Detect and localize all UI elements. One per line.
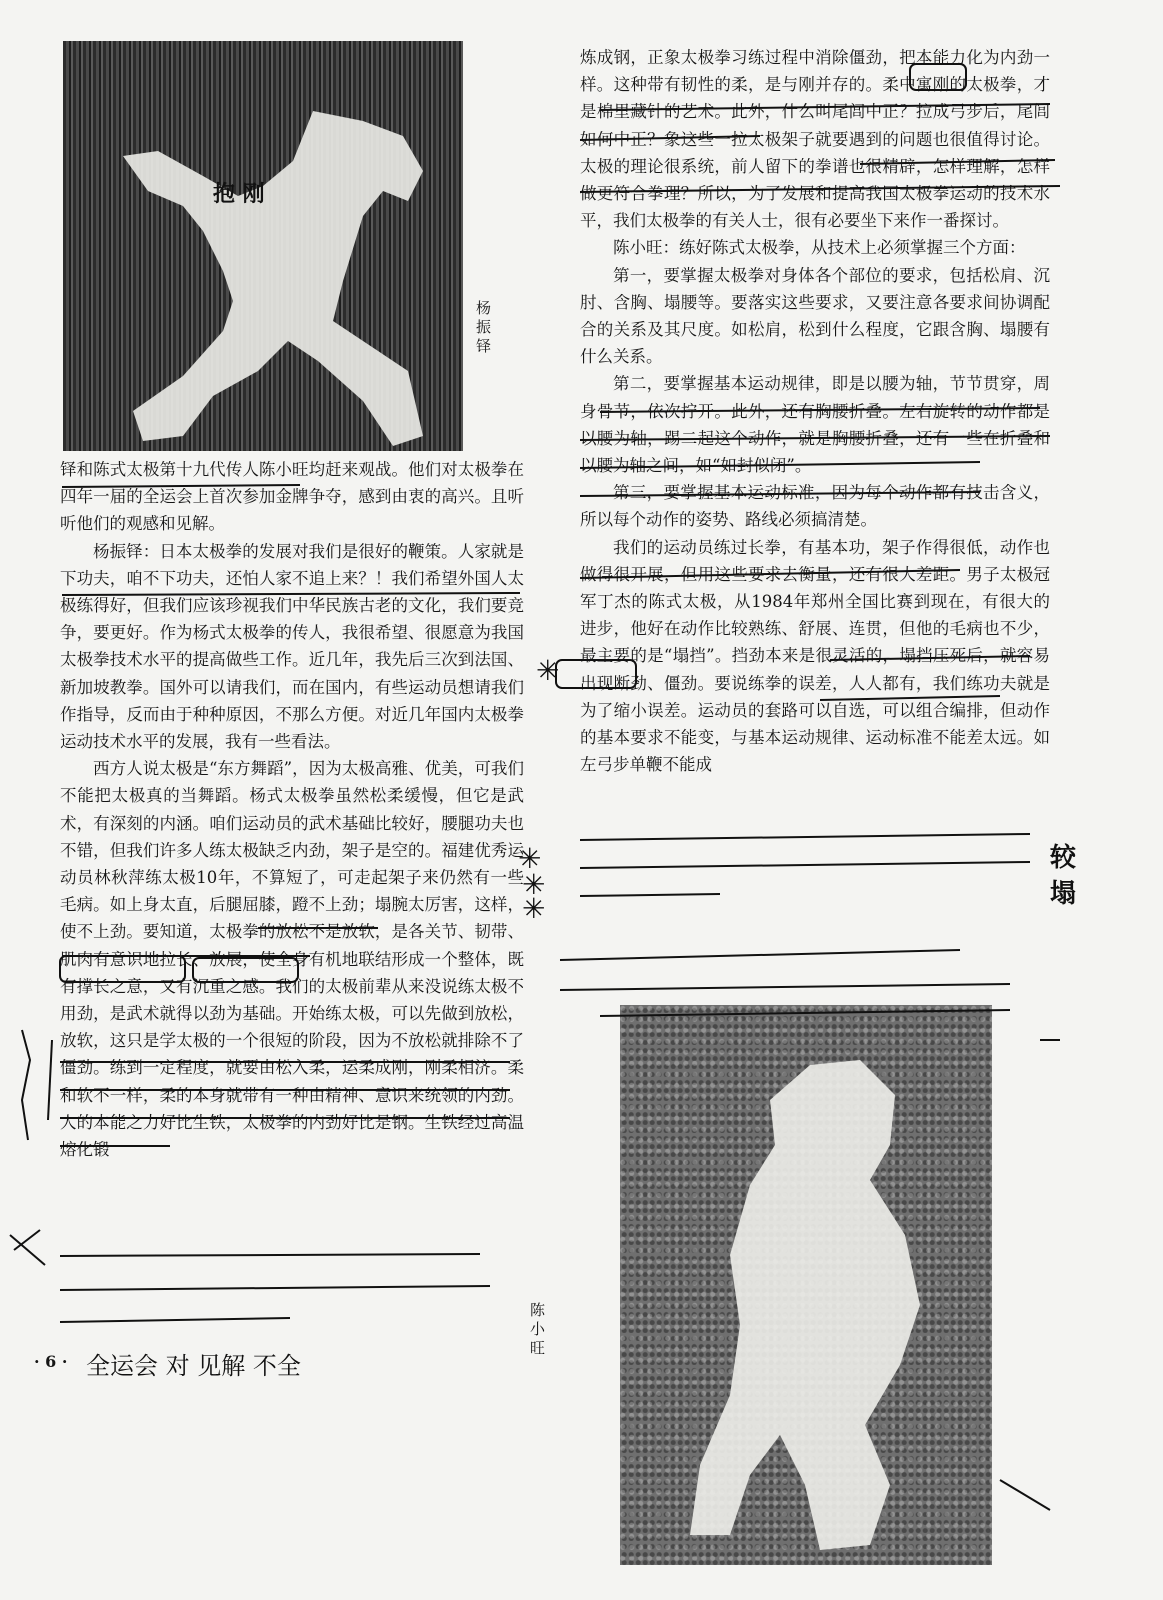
photo2-caption: 陈小旺 — [528, 1302, 546, 1359]
page-number: · 6 · — [34, 1352, 68, 1371]
margin-handwriting: 较 塌 — [1050, 843, 1077, 909]
asterisk-mark-1: ✳ — [536, 654, 560, 687]
right-paragraph-second: 第二，要掌握基本运动规律，即是以腰为轴，节节贯穿，周身骨节，依次拧开。此外，还有胸腰折叠。左右旋转的动作都是以腰为轴，踢二起这个动作，就是胸腰折叠，还有一些在折叠和以腰为轴之间，如“如封似闭”。 — [580, 374, 1050, 476]
asterisk-mark-4: ✳ — [522, 892, 546, 925]
right-paragraph-first: 第一，要掌握太极拳对身体各个部位的要求，包括松肩、沉肘、含胸、塌腰等。要落实这些要求，又要注意各要求间协调配合的关系及其尺度。如松肩，松到什么程度，它跟含胸、塌腰有什么关系。 — [580, 265, 1050, 367]
left-paragraph-yang: 杨振铎：日本太极拳的发展对我们是很好的鞭策。人家就是下功夫，咱不下功夫，还怕人家不追上来？！我们希望外国人太极练得好，但我们应该珍视我们中华民族古老的文化，我们要竞争，要更好。作为杨式太极拳的传人，我很希望、很愿意为我国太极拳技术水平的提高做些工作。近几年，我先后三次到法国、新加坡教拳。国外可以请我们，而在国内，有些运动员想请我们作指导，反而由于种种原因，不那么方便。对近几年国内太极拳运动技术水平的发展，我有一些看法。 — [60, 541, 524, 752]
asterisk-mark-2: ✳ — [518, 842, 542, 875]
right-paragraph-third: 第三，要掌握基本运动标准，因为每个动作都有技击含义，所以每个动作的姿势、路线必须搞清楚。 — [580, 483, 1050, 530]
left-paragraph-western: 西方人说太极是“东方舞蹈”，因为太极高雅、优美，可我们不能把太极真的当舞蹈。杨式太极拳虽然松柔缓慢，但它是武术，有深刻的内涵。咱们运动员的武术基础比较好，腰腿功夫也不错，但我们许多人练太极缺乏内劲，架子是空的。福建优秀运动员林秋萍练太极10年，不算短了，可走起架子来仍然有一些毛病。如上身太直，后腿屈膝，蹬不上劲；塌腕太厉害，这样，使不上劲。要知道，太极拳的放松不是放软，是各关节、韧带、肌肉有意识地拉长、放展，使全身有机地联结形成一个整体，既有撑长之意，又有沉重之感。我们的太极前辈从来没说练太极不用劲，是武术就得以劲为基础。开始练太极，可以先做到放松，放软，这只是学太极的一个很短的阶段，因为不放松就排除不了僵劲。练到一定程度，就要由松入柔，运柔成刚，刚柔相济。柔和软不一样，柔的本身就带有一种由精神、意识来统领的内劲。人的本能之力好比生铁，太极拳的内劲好比是钢。生铁经过高温熔化锻 — [60, 759, 524, 1160]
asterisk-mark-3: ✳ — [522, 868, 546, 901]
photo1-handwriting: 抱 刚 — [213, 182, 265, 207]
bottom-handwriting: 全运会 对 见解 不全 — [86, 1352, 301, 1380]
right-paragraph-athletes: 我们的运动员练过长拳，有基本功，架子作得很低，动作也做得很开展，但用这些要求去衡量，还有很大差距。男子太极冠军丁杰的陈式太极，从1984年郑州全国比赛到现在，有很大的进步，他好在动作比较熟练、舒展、连贯，但他的毛病也不少，最主要的是“塌挡”。挡劲本来是很灵活的，塌挡压死后，就容易出现断劲、僵劲。要说练拳的误差，人人都有，我们练功夫就是为了缩小误差。运动员的套路可以自选，可以组合编排，但动作的基本要求不能变，与基本运动规律、运动标准不能差太远。如左弓步单鞭不能成 — [580, 537, 1050, 775]
right-paragraph-chen: 陈小旺：练好陈式太极拳，从技术上必须掌握三个方面： — [613, 238, 1026, 258]
right-paragraph-continuation: 炼成钢，正象太极拳习练过程中消除僵劲，把本能力化为内劲一样。这种带有韧性的柔，是与刚并存的。柔中寓刚的太极拳，才是棉里藏针的艺术。此外，什么叫尾闾中正？拉成弓步后，尾闾如何中正？象这些一拉太极架子就要遇到的问题也很值得讨论。太极的理论很系统，前人留下的拳谱也很精辟，怎样理解，怎样做更符合拳理？所以，为了发展和提高我国太极拳运动的技术水平，我们太极拳的有关人士，很有必要坐下来作一番探讨。 — [580, 48, 1050, 231]
photo1-caption: 杨振铎 — [474, 300, 492, 357]
left-paragraph-intro: 铎和陈式太极第十九代传人陈小旺均赶来观战。他们对太极拳在四年一届的全运会上首次参加金牌争夺，感到由衷的高兴。且听听他们的观感和见解。 — [60, 460, 524, 534]
